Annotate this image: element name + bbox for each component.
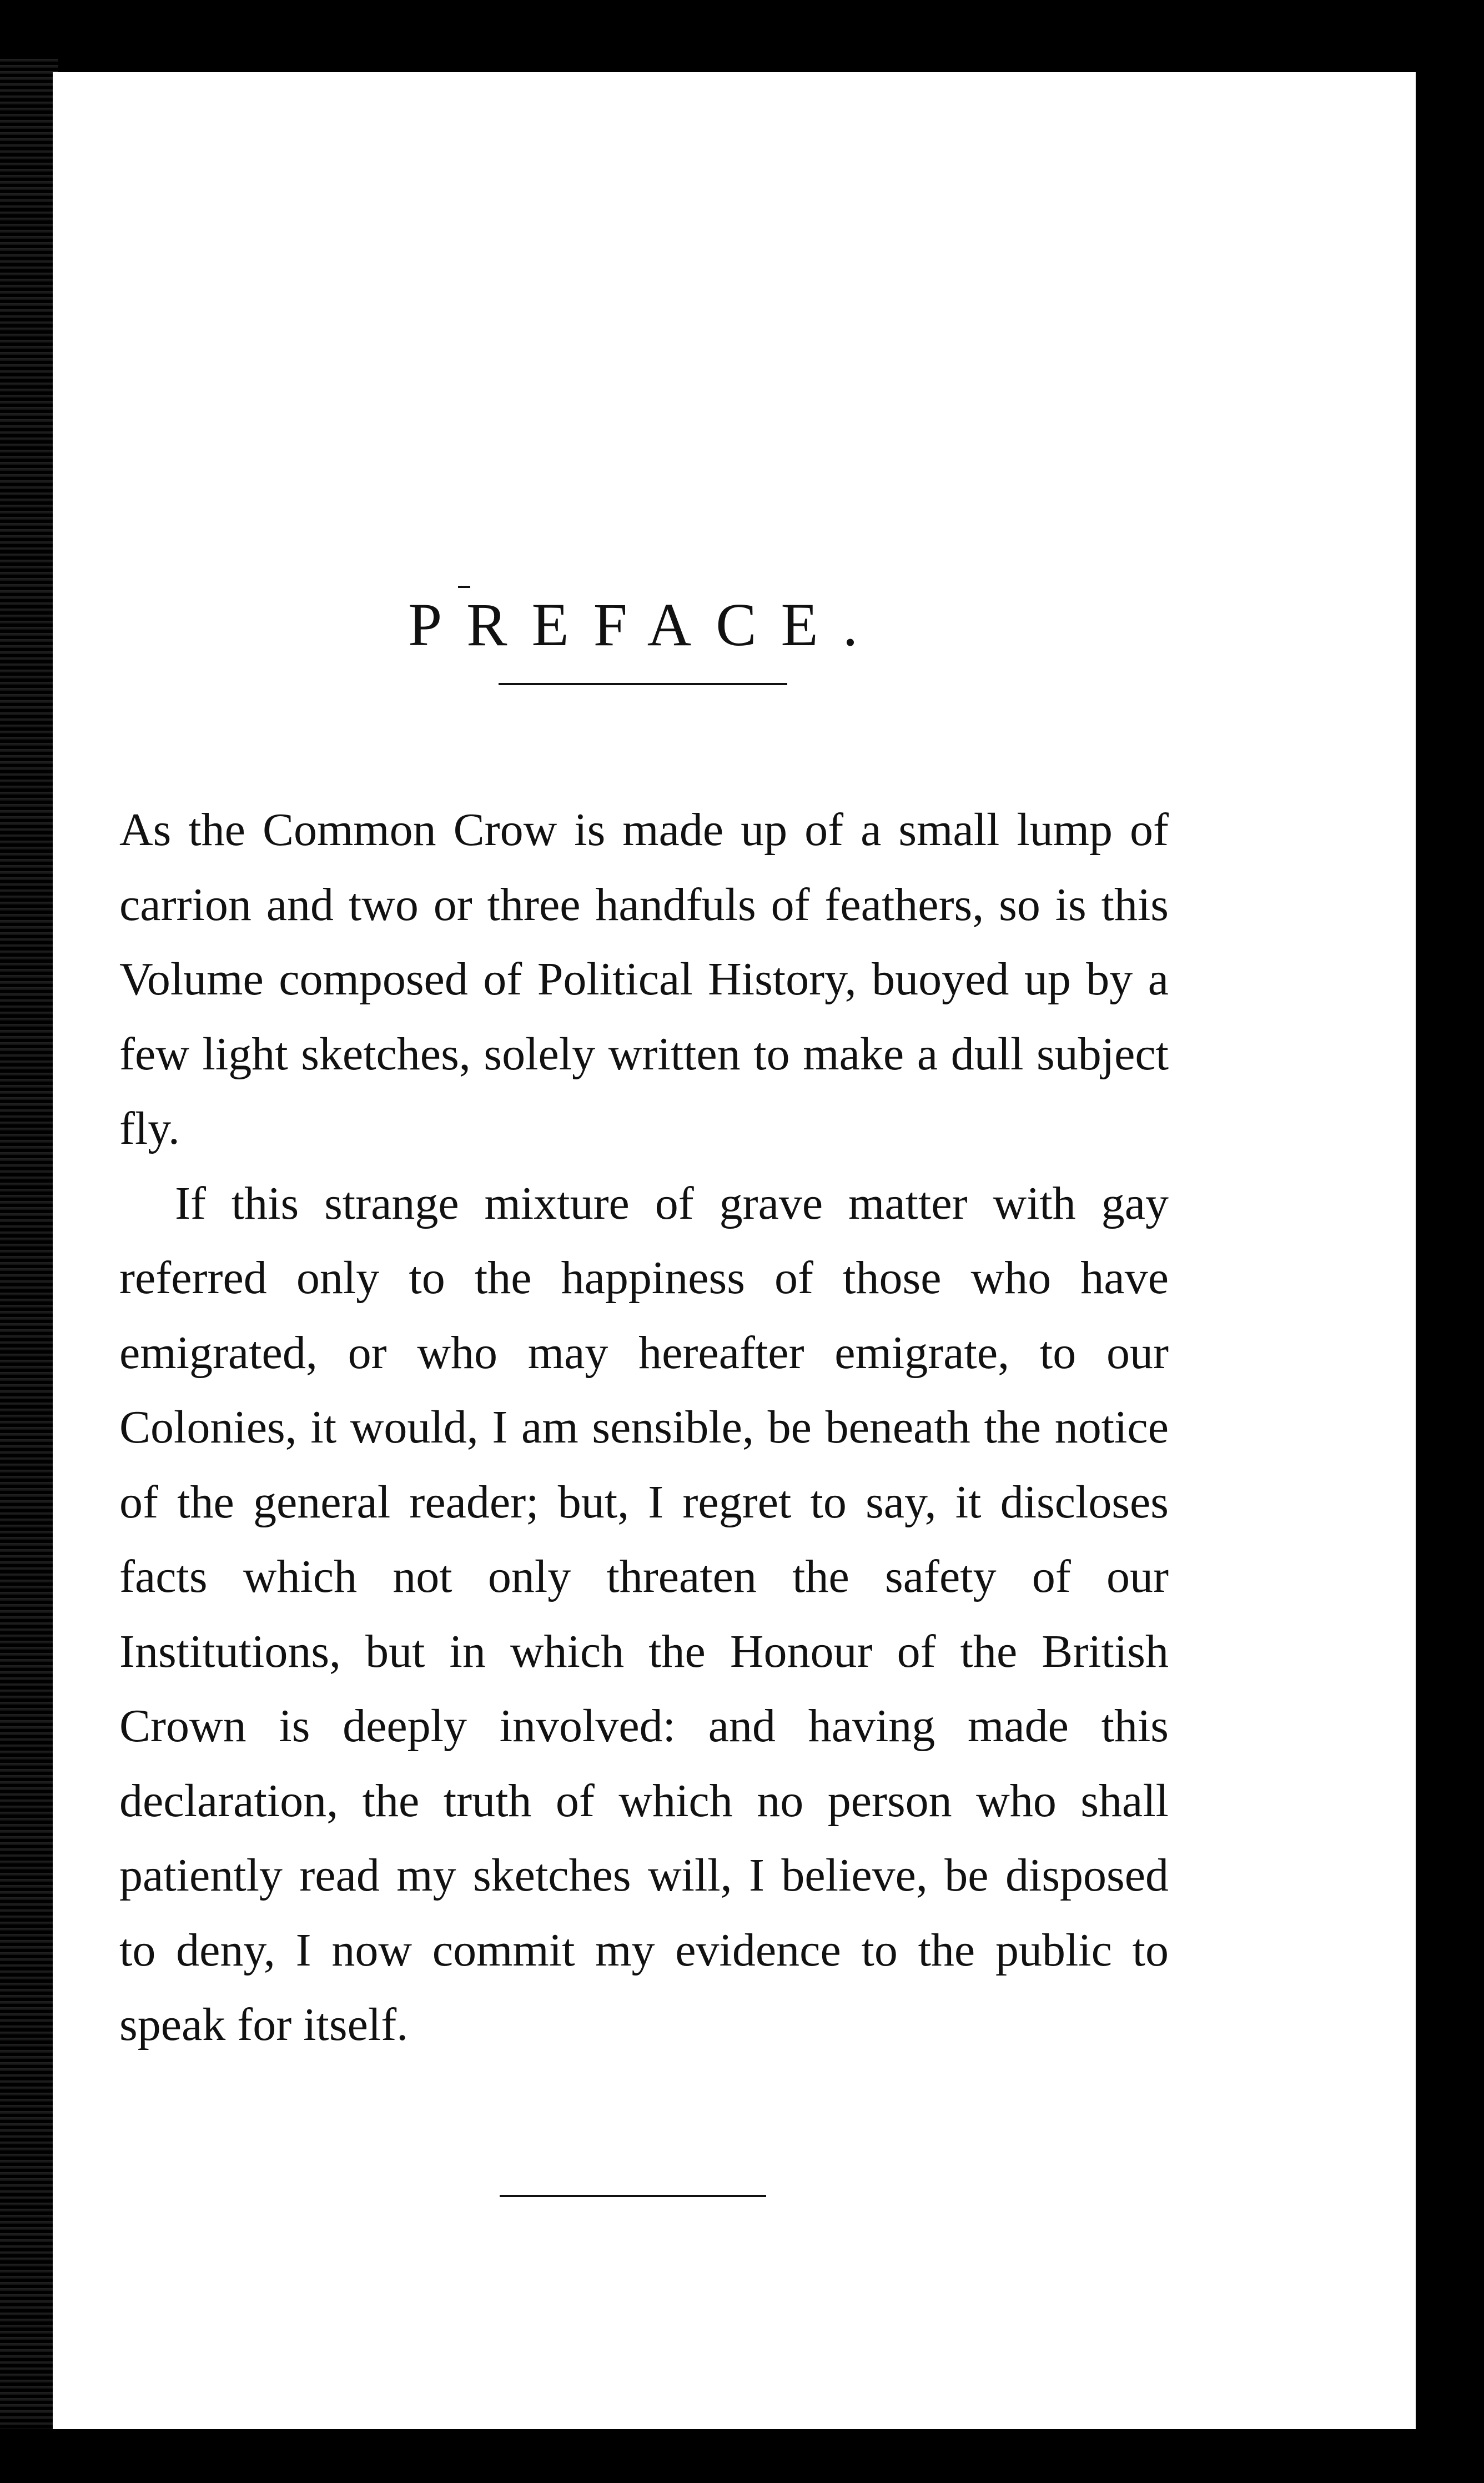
page-title: PREFACE. [408,591,883,659]
preface-body [119,793,1169,2063]
paragraph-1: As the Common Crow is made up of a small lump of carrion and two or three handfuls of feathers, so is this Volume composed of Political History, buoyed up by a few light sketches, solely written to make a dull subject fly. [119,804,1169,1154]
scan-border-bottom [0,2429,1484,2483]
book-spine-edge [0,56,58,2443]
closing-rule [500,2195,766,2197]
paragraph-2: If this strange mixture of grave matter with gay referred only to the happiness of those who have emigrated, or who may hereafter emigrate, to our Colonies, it would, I am sensible, be beneath the notice of the general reader; but, I regret to say, it discloses facts which not only threaten the safety of our Institutions, but in which the Honour of the British Crown is deeply involved: and having made this declaration, the truth of which no person who shall patiently read my sketches will, I believe, be disposed to deny, I now commit my evidence to the public to speak for itself. [119,1177,1169,2050]
book-page [53,72,1416,2429]
ink-speck [458,586,470,588]
scan-border-right [1415,0,1484,2483]
title-rule [499,683,787,685]
scan-border-top [0,0,1484,72]
